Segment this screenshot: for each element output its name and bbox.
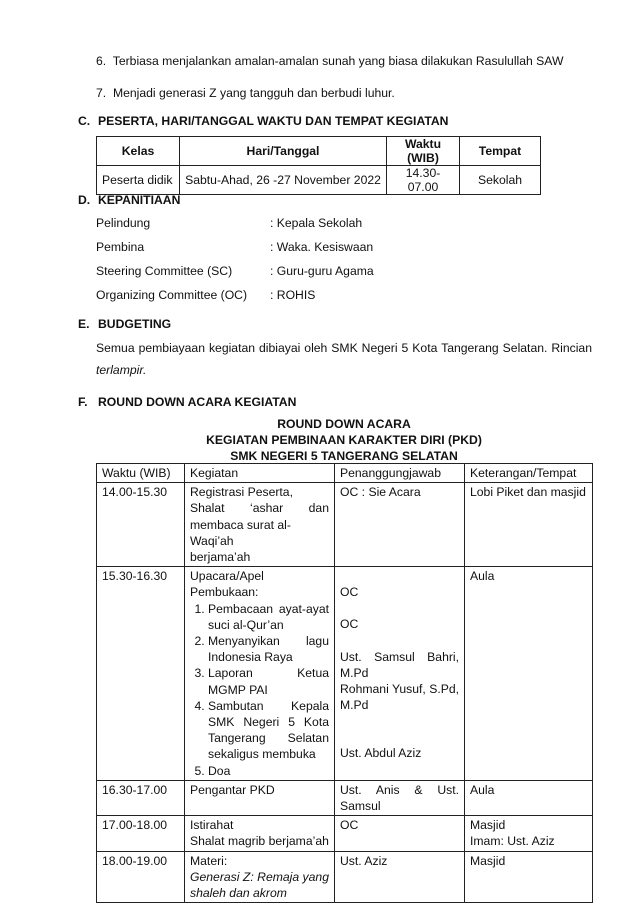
table-row: 18.00-19.00 Materi: Generasi Z: Remaja yang shaleh dan akrom Ust. Aziz Masjid	[97, 851, 593, 903]
cell-hari-tanggal: Sabtu-Ahad, 26 -27 November 2022	[180, 166, 387, 195]
list-number: 7.	[96, 86, 107, 100]
list-item: 5. Doa	[208, 763, 329, 779]
activity-cell: Upacara/Apel Pembukaan: 1. Pembacaan ayat-ayat suci al-Qur’an 2. Menyanyikan lagu Indonesia Raya 3. Laporan Ketua MGMP PAI 4. Sambutan Kepala SMK Negeri 5 Kota Tangerang Selatan sekaligus membuka 5. Doa	[185, 567, 335, 781]
header-waktu: Waktu (WIB)	[387, 137, 460, 166]
header-kegiatan: Kegiatan	[185, 464, 335, 483]
participants-table	[96, 136, 541, 195]
table-row: 16.30-17.00 Pengantar PKD Ust. Anis & Ust. Samsul Aula	[97, 780, 593, 815]
cell-tempat: Sekolah	[460, 166, 541, 195]
rundown-table	[96, 463, 593, 903]
pic-cell: OC OC Ust. Samsul Bahri, M.Pd Rohmani Yusuf, S.Pd, M.Pd Ust. Abdul Aziz	[335, 567, 465, 781]
section-c-heading: C. PESERTA, HARI/TANGGAL WAKTU DAN TEMPAT KEGIATAN	[78, 114, 449, 128]
section-e-heading: E. BUDGETING	[78, 317, 172, 331]
rundown-title: ROUND DOWN ACARA KEGIATAN PEMBINAAN KARAKTER DIRI (PKD) SMK NEGERI 5 TANGERANG SELATAN	[206, 417, 482, 463]
budgeting-paragraph: Semua pembiayaan kegiatan dibiayai oleh SMK Negeri 5 Kota Tangerang Selatan. Rincian terlampir.	[96, 341, 592, 377]
list-item: 4. Sambutan Kepala SMK Negeri 5 Kota Tangerang Selatan sekaligus membuka	[208, 698, 329, 763]
activity-cell: Registrasi Peserta, Shalat ‘ashar dan membaca surat al-Waqi’ah berjama’ah	[185, 483, 335, 567]
table-header-row	[97, 137, 541, 166]
list-item	[96, 86, 395, 100]
section-f-heading: F. ROUND DOWN ACARA KEGIATAN	[78, 395, 297, 409]
activity-list	[190, 601, 329, 779]
header-waktu: Waktu (WIB)	[97, 464, 185, 483]
table-header-row	[97, 464, 593, 483]
cell-waktu: 14.30-07.00	[387, 166, 460, 195]
list-text: Menjadi generasi Z yang tangguh dan berbudi luhur.	[112, 86, 395, 100]
list-number: 6.	[96, 54, 107, 68]
document-page: 6. Terbiasa menjalankan amalan-amalan sunah yang biasa dilakukan Rasulullah SAW 7. Menjadi generasi Z yang tangguh dan berbudi luhur. C. PESERTA, HARI/TANGGAL WAKTU DAN TEMPAT KEGIATAN Kelas Hari/Tanggal Waktu (WIB) Tempat Peserta didik Sabtu-Ahad, 26 -27 November 2022 14.30-07.00 Sekolah D. KEPANITIAAN Pelindung : Kepala Sekolah Pembina : Waka. Kesiswaan Steering Committee (SC) : Guru-guru Agama Organizing Committee (OC) : ROHIS E. BUDGETING Semua pembiayaan kegiatan dibiayai oleh SMK Negeri 5 Kota Tangerang Selatan. Rincian terlampir. F. ROUND DOWN ACARA KEGIATAN ROUND DOWN ACARA KEGIATAN PEMBINAAN KARAKTER DIRI (PKD) SMK NEGERI 5 TANGERANG SELATAN Waktu (WIB) Kegiatan Penanggungjawab Keterangan/Tempat 14.00-15.30 Registrasi Peserta, Shalat ‘ashar dan membaca surat al-Waqi’ah berjama’ah OC : Sie Acara Lobi Piket dan masjid 15.30-16.30 Upacara/Apel Pembukaan: 1. Pembacaan ayat-ayat suci al-Qur’an 2. Menyanyikan lagu Indonesia Raya 3. Laporan Ketua MGMP PAI 4. Sambutan Kepala SMK Negeri 5 Kota Tangerang Selatan sekaligus membuka 5. Doa OC OC Ust. Samsul Bahri, M.Pd Rohmani Yusuf, S.Pd, M.Pd Ust. Abdul Aziz Aula 16.30-17.00 Pengantar PKD Ust. Anis & Ust. Samsul Aula 17.00-18.00 Istirahat Shalat magrib berjama’ah OC Masjid Imam: Ust. Aziz 18.00-19.00 Materi: Generasi Z: Remaja yang shaleh dan akrom Ust. Aziz Masjid	[0, 0, 638, 902]
list-text: Terbiasa menjalankan amalan-amalan sunah yang biasa dilakukan Rasulullah SAW	[112, 54, 564, 68]
header-penanggungjawab: Penanggungjawab	[335, 464, 465, 483]
list-item	[96, 54, 563, 68]
header-hari-tanggal: Hari/Tanggal	[180, 137, 387, 166]
header-tempat: Tempat	[460, 137, 541, 166]
section-d-heading: D. KEPANITIAAN	[78, 193, 181, 207]
table-row	[97, 166, 541, 195]
table-row: 14.00-15.30 Registrasi Peserta, Shalat ‘ashar dan membaca surat al-Waqi’ah berjama’ah OC : Sie Acara Lobi Piket dan masjid	[97, 483, 593, 567]
list-item: 1. Pembacaan ayat-ayat suci al-Qur’an	[208, 601, 329, 633]
table-row: 17.00-18.00 Istirahat Shalat magrib berjama’ah OC Masjid Imam: Ust. Aziz	[97, 816, 593, 851]
list-item: 3. Laporan Ketua MGMP PAI	[208, 665, 329, 697]
cell-kelas: Peserta didik	[97, 166, 180, 195]
list-item: 2. Menyanyikan lagu Indonesia Raya	[208, 633, 329, 665]
table-row: 15.30-16.30 Upacara/Apel Pembukaan: 1. Pembacaan ayat-ayat suci al-Qur’an 2. Menyanyikan lagu Indonesia Raya 3. Laporan Ketua MGMP PAI 4. Sambutan Kepala SMK Negeri 5 Kota Tangerang Selatan sekaligus membuka 5. Doa OC OC Ust. Samsul Bahri, M.Pd Rohmani Yusuf, S.Pd, M.Pd Ust. Abdul Aziz Aula	[97, 567, 593, 781]
header-keterangan: Keterangan/Tempat	[465, 464, 593, 483]
header-kelas: Kelas	[97, 137, 180, 166]
